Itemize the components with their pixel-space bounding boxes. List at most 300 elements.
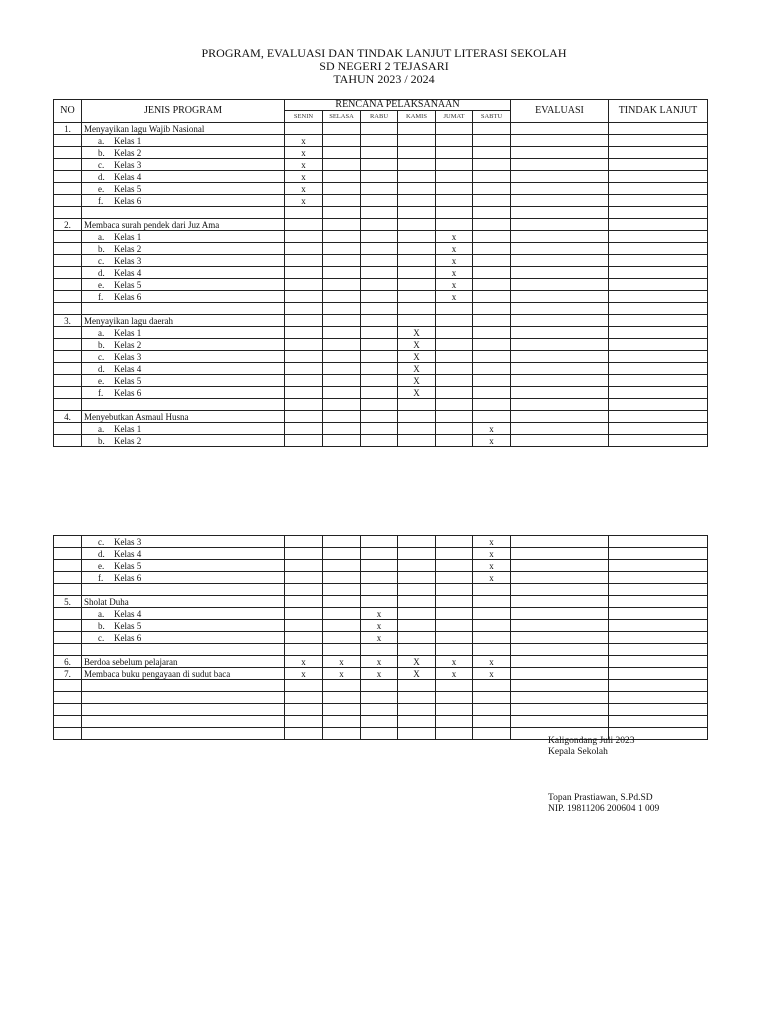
item-letter: d. — [98, 267, 105, 278]
schedule-mark — [285, 219, 323, 231]
schedule-mark — [436, 327, 473, 339]
schedule-mark: x — [361, 656, 398, 668]
evaluasi-cell — [511, 584, 609, 596]
item-letter: b. — [98, 339, 105, 350]
schedule-mark — [285, 399, 323, 411]
schedule-mark: x — [323, 656, 361, 668]
schedule-mark — [398, 219, 436, 231]
row-number — [54, 363, 82, 375]
schedule-mark: x — [285, 183, 323, 195]
evaluasi-cell — [511, 267, 609, 279]
table-row — [54, 135, 708, 147]
program-label-cell — [82, 135, 285, 147]
table-row — [54, 279, 708, 291]
signature-name: Topan Prastiawan, S.Pd.SD — [548, 793, 653, 803]
schedule-mark — [323, 159, 361, 171]
tindak-lanjut-cell — [609, 195, 708, 207]
tindak-lanjut-cell — [609, 351, 708, 363]
tindak-lanjut-cell — [609, 363, 708, 375]
row-number — [54, 183, 82, 195]
table-row — [54, 435, 708, 447]
schedule-mark — [398, 620, 436, 632]
schedule-mark — [473, 291, 511, 303]
tindak-lanjut-cell — [609, 231, 708, 243]
schedule-mark — [285, 632, 323, 644]
schedule-mark — [323, 608, 361, 620]
schedule-mark — [323, 644, 361, 656]
row-number — [54, 435, 82, 447]
schedule-mark — [436, 704, 473, 716]
schedule-mark: x — [361, 620, 398, 632]
item-letter: a. — [98, 327, 105, 338]
schedule-mark — [361, 327, 398, 339]
evaluasi-cell — [511, 596, 609, 608]
evaluasi-cell — [511, 692, 609, 704]
schedule-mark — [285, 351, 323, 363]
program-label-cell — [82, 572, 285, 584]
schedule-mark — [361, 536, 398, 548]
document-title: PROGRAM, EVALUASI DAN TINDAK LANJUT LITERASI SEKOLAH — [201, 46, 567, 60]
schedule-mark — [398, 171, 436, 183]
schedule-mark — [436, 123, 473, 135]
table-row — [54, 644, 708, 656]
schedule-mark — [323, 584, 361, 596]
program-label-cell — [82, 548, 285, 560]
program-label: Kelas 5 — [114, 620, 142, 631]
schedule-mark — [323, 560, 361, 572]
schedule-mark — [473, 159, 511, 171]
program-label: Kelas 4 — [114, 548, 142, 559]
schedule-mark — [436, 423, 473, 435]
row-number — [54, 339, 82, 351]
table-row — [54, 680, 708, 692]
schedule-mark — [361, 135, 398, 147]
evaluasi-cell — [511, 716, 609, 728]
schedule-mark — [436, 147, 473, 159]
item-letter: a. — [98, 608, 105, 619]
schedule-mark — [361, 560, 398, 572]
program-label-cell — [82, 435, 285, 447]
schedule-mark: x — [473, 536, 511, 548]
schedule-mark: x — [436, 231, 473, 243]
table-row — [54, 572, 708, 584]
item-letter: c. — [98, 536, 105, 547]
evaluasi-cell — [511, 195, 609, 207]
table-row — [54, 291, 708, 303]
schedule-mark — [361, 207, 398, 219]
item-letter: a. — [98, 135, 105, 146]
schedule-mark — [323, 620, 361, 632]
schedule-mark — [473, 375, 511, 387]
schedule-mark — [436, 363, 473, 375]
schedule-mark — [285, 548, 323, 560]
schedule-mark — [473, 728, 511, 740]
schedule-mark — [473, 363, 511, 375]
program-label-cell — [82, 560, 285, 572]
schedule-mark — [285, 303, 323, 315]
schedule-mark: x — [436, 243, 473, 255]
schedule-mark — [285, 704, 323, 716]
schedule-mark — [285, 620, 323, 632]
program-label: Kelas 6 — [114, 195, 142, 206]
schedule-mark — [285, 207, 323, 219]
evaluasi-cell — [511, 231, 609, 243]
schedule-mark — [323, 548, 361, 560]
tindak-lanjut-cell — [609, 219, 708, 231]
day-sabtu: SABTU — [473, 111, 511, 123]
schedule-mark: x — [285, 656, 323, 668]
evaluasi-cell — [511, 572, 609, 584]
row-number — [54, 644, 82, 656]
row-number — [54, 728, 82, 740]
header-jenis-program: JENIS PROGRAM — [82, 100, 285, 123]
item-letter: d. — [98, 363, 105, 374]
program-label-cell — [82, 584, 285, 596]
program-label-cell — [82, 195, 285, 207]
program-label: Kelas 2 — [114, 147, 142, 158]
header-rencana-pelaksanaan: RENCANA PELAKSANAAN — [285, 100, 511, 111]
item-letter: a. — [98, 423, 105, 434]
schedule-mark — [436, 303, 473, 315]
schedule-mark — [285, 363, 323, 375]
schedule-mark — [436, 315, 473, 327]
program-label: Menyayikan lagu Wajib Nasional — [84, 123, 205, 134]
schedule-mark — [398, 315, 436, 327]
schedule-mark — [285, 123, 323, 135]
evaluasi-cell — [511, 339, 609, 351]
schedule-mark — [361, 644, 398, 656]
schedule-mark — [398, 147, 436, 159]
schedule-mark — [361, 339, 398, 351]
row-number — [54, 608, 82, 620]
item-letter: d. — [98, 171, 105, 182]
row-number: 2. — [54, 219, 82, 231]
table-row — [54, 692, 708, 704]
schedule-mark — [473, 327, 511, 339]
schedule-mark — [285, 255, 323, 267]
schedule-mark — [398, 584, 436, 596]
row-number — [54, 620, 82, 632]
row-number — [54, 231, 82, 243]
schedule-mark — [473, 207, 511, 219]
schedule-mark: x — [361, 668, 398, 680]
schedule-mark: X — [398, 339, 436, 351]
evaluasi-cell — [511, 608, 609, 620]
schedule-mark — [436, 183, 473, 195]
schedule-mark — [473, 123, 511, 135]
tindak-lanjut-cell — [609, 399, 708, 411]
table-row — [54, 327, 708, 339]
row-number — [54, 291, 82, 303]
schedule-mark — [398, 716, 436, 728]
schedule-mark — [436, 171, 473, 183]
tindak-lanjut-cell — [609, 183, 708, 195]
tindak-lanjut-cell — [609, 135, 708, 147]
table-row — [54, 183, 708, 195]
schedule-mark — [398, 399, 436, 411]
schedule-mark: x — [473, 423, 511, 435]
row-number: 1. — [54, 123, 82, 135]
schedule-mark — [398, 548, 436, 560]
schedule-mark — [473, 279, 511, 291]
evaluasi-cell — [511, 656, 609, 668]
row-number — [54, 147, 82, 159]
schedule-mark — [323, 243, 361, 255]
schedule-mark — [436, 608, 473, 620]
evaluasi-cell — [511, 159, 609, 171]
row-number — [54, 584, 82, 596]
program-label: Kelas 1 — [114, 231, 142, 242]
schedule-mark — [323, 303, 361, 315]
header-tindak-lanjut: TINDAK LANJUT — [609, 100, 708, 123]
table-row — [54, 219, 708, 231]
table-row — [54, 704, 708, 716]
program-label: Kelas 3 — [114, 536, 142, 547]
evaluasi-cell — [511, 315, 609, 327]
evaluasi-cell — [511, 135, 609, 147]
item-letter: c. — [98, 255, 105, 266]
table-row — [54, 243, 708, 255]
header-no: NO — [54, 100, 82, 123]
tindak-lanjut-cell — [609, 267, 708, 279]
program-label-cell — [82, 656, 285, 668]
tindak-lanjut-cell — [609, 716, 708, 728]
schedule-mark — [361, 315, 398, 327]
schedule-mark — [473, 219, 511, 231]
row-number — [54, 243, 82, 255]
program-label-cell — [82, 171, 285, 183]
item-letter: f. — [98, 291, 104, 302]
program-label-cell — [82, 183, 285, 195]
evaluasi-cell — [511, 399, 609, 411]
schedule-mark — [323, 536, 361, 548]
schedule-mark — [323, 195, 361, 207]
schedule-mark — [398, 159, 436, 171]
table-row — [54, 560, 708, 572]
schedule-mark — [398, 243, 436, 255]
schedule-mark: x — [285, 147, 323, 159]
schedule-mark — [436, 399, 473, 411]
schedule-mark — [361, 351, 398, 363]
program-label: Kelas 4 — [114, 608, 142, 619]
schedule-mark — [398, 267, 436, 279]
schedule-mark — [398, 608, 436, 620]
table-row — [54, 423, 708, 435]
table-row — [54, 123, 708, 135]
program-label: Kelas 6 — [114, 387, 142, 398]
tindak-lanjut-cell — [609, 123, 708, 135]
table-row — [54, 387, 708, 399]
schedule-mark — [398, 596, 436, 608]
schedule-mark — [473, 339, 511, 351]
program-label-cell — [82, 255, 285, 267]
schedule-mark: X — [398, 351, 436, 363]
evaluasi-cell — [511, 243, 609, 255]
tindak-lanjut-cell — [609, 632, 708, 644]
program-label: Membaca buku pengayaan di sudut baca — [84, 668, 231, 679]
schedule-mark: x — [436, 279, 473, 291]
program-label-cell — [82, 716, 285, 728]
schedule-mark: X — [398, 656, 436, 668]
program-label: Kelas 1 — [114, 327, 142, 338]
program-label-cell — [82, 644, 285, 656]
schedule-mark — [473, 171, 511, 183]
schedule-mark — [361, 399, 398, 411]
schedule-mark — [436, 536, 473, 548]
schedule-mark — [323, 716, 361, 728]
table-row — [54, 147, 708, 159]
day-selasa: SELASA — [323, 111, 361, 123]
program-label-cell — [82, 207, 285, 219]
row-number — [54, 704, 82, 716]
schedule-mark — [323, 704, 361, 716]
schedule-mark: x — [323, 668, 361, 680]
schedule-mark — [398, 536, 436, 548]
program-label-cell — [82, 339, 285, 351]
schedule-mark — [323, 572, 361, 584]
program-label-cell — [82, 387, 285, 399]
table-row — [54, 548, 708, 560]
evaluasi-cell — [511, 423, 609, 435]
program-label-cell — [82, 620, 285, 632]
schedule-mark — [398, 207, 436, 219]
program-label: Menyebutkan Asmaul Husna — [84, 411, 189, 422]
schedule-mark — [361, 183, 398, 195]
schedule-mark: x — [285, 668, 323, 680]
program-label-cell — [82, 399, 285, 411]
program-label-cell — [82, 291, 285, 303]
program-label: Kelas 1 — [114, 423, 142, 434]
schedule-mark — [285, 560, 323, 572]
item-letter: c. — [98, 159, 105, 170]
program-table-part-2 — [53, 535, 708, 740]
evaluasi-cell — [511, 632, 609, 644]
schedule-mark — [473, 243, 511, 255]
schedule-mark — [398, 692, 436, 704]
schedule-mark: x — [473, 572, 511, 584]
schedule-mark — [436, 375, 473, 387]
tindak-lanjut-cell — [609, 243, 708, 255]
schedule-mark — [323, 327, 361, 339]
schedule-mark — [436, 159, 473, 171]
schedule-mark — [436, 339, 473, 351]
schedule-mark — [398, 255, 436, 267]
tindak-lanjut-cell — [609, 435, 708, 447]
table-row — [54, 315, 708, 327]
schedule-mark — [398, 632, 436, 644]
schedule-mark — [361, 716, 398, 728]
program-label: Kelas 6 — [114, 572, 142, 583]
schedule-mark — [361, 291, 398, 303]
item-letter: e. — [98, 183, 105, 194]
program-label: Kelas 2 — [114, 339, 142, 350]
tindak-lanjut-cell — [609, 608, 708, 620]
schedule-mark — [436, 387, 473, 399]
tindak-lanjut-cell — [609, 596, 708, 608]
tindak-lanjut-cell — [609, 279, 708, 291]
schedule-mark — [285, 279, 323, 291]
schedule-mark — [285, 644, 323, 656]
program-label: Kelas 2 — [114, 243, 142, 254]
row-number — [54, 560, 82, 572]
schedule-mark — [473, 716, 511, 728]
schedule-mark — [473, 584, 511, 596]
schedule-mark — [361, 572, 398, 584]
evaluasi-cell — [511, 303, 609, 315]
program-label: Kelas 3 — [114, 351, 142, 362]
schedule-mark — [436, 195, 473, 207]
schedule-mark — [285, 375, 323, 387]
schedule-mark — [473, 680, 511, 692]
schedule-mark: x — [473, 668, 511, 680]
evaluasi-cell — [511, 327, 609, 339]
row-number — [54, 255, 82, 267]
table-row — [54, 267, 708, 279]
school-name: SD NEGERI 2 TEJASARI — [319, 59, 449, 73]
tindak-lanjut-cell — [609, 560, 708, 572]
schedule-mark: x — [473, 560, 511, 572]
schedule-mark — [436, 411, 473, 423]
program-label: Kelas 5 — [114, 560, 142, 571]
program-label-cell — [82, 680, 285, 692]
schedule-mark — [285, 680, 323, 692]
row-number — [54, 171, 82, 183]
schedule-mark — [323, 387, 361, 399]
item-letter: f. — [98, 195, 104, 206]
schedule-mark — [285, 243, 323, 255]
program-label-cell — [82, 375, 285, 387]
schedule-mark — [436, 435, 473, 447]
schedule-mark — [398, 291, 436, 303]
item-letter: e. — [98, 375, 105, 386]
evaluasi-cell — [511, 363, 609, 375]
schedule-mark — [361, 159, 398, 171]
program-label-cell — [82, 303, 285, 315]
schedule-mark: X — [398, 668, 436, 680]
schedule-mark — [361, 123, 398, 135]
schedule-mark — [436, 632, 473, 644]
schedule-mark — [285, 387, 323, 399]
row-number — [54, 632, 82, 644]
program-label-cell — [82, 267, 285, 279]
schedule-mark — [361, 411, 398, 423]
schedule-mark — [285, 423, 323, 435]
row-number — [54, 135, 82, 147]
schedule-mark — [473, 195, 511, 207]
program-label: Berdoa sebelum pelajaran — [84, 656, 178, 667]
schedule-mark — [361, 692, 398, 704]
row-number — [54, 351, 82, 363]
table-row — [54, 620, 708, 632]
schedule-mark — [436, 560, 473, 572]
item-letter: b. — [98, 435, 105, 446]
tindak-lanjut-cell — [609, 411, 708, 423]
schedule-mark — [398, 728, 436, 740]
tindak-lanjut-cell — [609, 668, 708, 680]
tindak-lanjut-cell — [609, 315, 708, 327]
item-letter: f. — [98, 572, 104, 583]
item-letter: b. — [98, 243, 105, 254]
program-label: Kelas 1 — [114, 135, 142, 146]
tindak-lanjut-cell — [609, 620, 708, 632]
item-letter: e. — [98, 560, 105, 571]
program-label-cell — [82, 315, 285, 327]
evaluasi-cell — [511, 680, 609, 692]
table-row — [54, 608, 708, 620]
schedule-mark: x — [436, 267, 473, 279]
row-number — [54, 536, 82, 548]
item-letter: b. — [98, 620, 105, 631]
